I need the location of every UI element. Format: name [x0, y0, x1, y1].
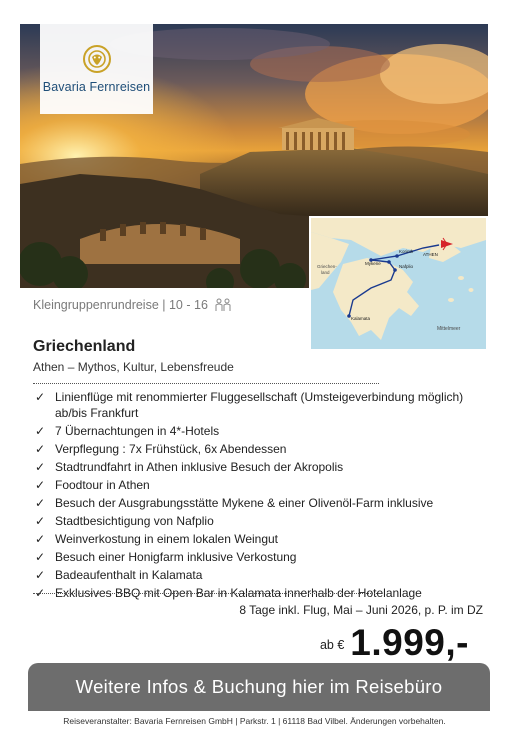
- feature-item: [33, 550, 473, 566]
- duration-text: 8 Tage inkl. Flug, Mai – Juni 2026, p. P. im DZ: [239, 603, 483, 617]
- feature-item: [33, 514, 473, 530]
- cta-label: Weitere Infos & Buchung hier im Reisebüro: [75, 676, 443, 697]
- feature-text: Exklusives BBQ mit Open Bar in Kalamata innerhalb der Hotelanlage: [55, 586, 422, 601]
- check-icon: ✓: [35, 495, 46, 510]
- feature-item: [33, 568, 473, 584]
- label-sea: Mittelmeer: [437, 326, 461, 332]
- feature-item: [33, 532, 473, 548]
- feature-text: Linienflüge mit renommierter Fluggesellschaft (Umsteigeverbindung möglich) ab/bis Frankfurt: [55, 390, 464, 420]
- check-icon: ✓: [35, 441, 46, 456]
- tour-title: Griechenland: [33, 338, 136, 355]
- label-mykene: Mykene: [365, 261, 381, 266]
- check-icon: ✓: [35, 586, 46, 601]
- tour-type-text: Kleingruppenrundreise | 10 - 16: [33, 298, 208, 312]
- check-icon: ✓: [35, 568, 46, 583]
- logo-text: Bavaria Fernreisen: [42, 80, 151, 94]
- feature-item: [33, 390, 473, 421]
- price-value: 1.999,-: [350, 622, 469, 663]
- feature-text: Stadtbesichtigung von Nafplio: [55, 514, 214, 529]
- check-icon: ✓: [35, 390, 46, 404]
- tour-subtitle: Athen – Mythos, Kultur, Lebensfreude: [33, 360, 234, 374]
- price-prefix: ab €: [319, 638, 345, 652]
- price-block: [320, 622, 469, 664]
- label-athen: ATHEN: [423, 252, 438, 257]
- feature-item: [33, 496, 473, 512]
- check-icon: ✓: [35, 459, 46, 474]
- greece-map: [311, 218, 486, 349]
- feature-text: Verpflegung : 7x Frühstück, 6x Abendessen: [55, 441, 287, 456]
- divider-top: [33, 383, 379, 385]
- feature-list: [33, 390, 473, 605]
- feature-item: [33, 424, 473, 440]
- group-people-icon: [214, 298, 232, 312]
- lion-logo-icon: [82, 44, 112, 74]
- feature-text: Badeaufenthalt in Kalamata: [55, 568, 203, 583]
- feature-item: [33, 460, 473, 476]
- check-icon: ✓: [35, 477, 46, 492]
- check-icon: ✓: [35, 532, 46, 547]
- label-country-2: land: [321, 270, 330, 275]
- route-map: [309, 216, 488, 351]
- label-kalamata: Kalamata: [351, 316, 371, 321]
- booking-cta-banner: [28, 663, 490, 711]
- feature-text: Weinverkostung in einem lokalen Weingut: [55, 532, 279, 547]
- feature-text: Besuch einer Honigfarm inklusive Verkostung: [55, 550, 297, 565]
- feature-text: Besuch der Ausgrabungsstätte Mykene & einer Olivenöl-Farm inklusive: [55, 495, 434, 510]
- feature-text: 7 Übernachtungen in 4*-Hotels: [55, 423, 220, 438]
- check-icon: ✓: [35, 550, 46, 565]
- brand-logo: [40, 24, 153, 114]
- feature-text: Stadtrundfahrt in Athen inklusive Besuch der Akropolis: [55, 459, 344, 474]
- check-icon: ✓: [35, 423, 46, 438]
- feature-text: Foodtour in Athen: [55, 477, 150, 492]
- label-nafplio: Nafplio: [399, 264, 414, 269]
- footer-legal: Reiseveranstalter: Bavaria Fernreisen GmbH | Parkstr. 1 | 61118 Bad Vilbel. Änderungen vorbehalten.: [63, 716, 446, 726]
- label-korinth: Korinth: [399, 249, 414, 254]
- feature-item: [33, 442, 473, 458]
- divider-bottom: [33, 593, 379, 595]
- label-country-1: Griechen-: [317, 264, 337, 269]
- check-icon: ✓: [35, 514, 46, 529]
- feature-item: [33, 478, 473, 494]
- tour-type: [33, 298, 232, 312]
